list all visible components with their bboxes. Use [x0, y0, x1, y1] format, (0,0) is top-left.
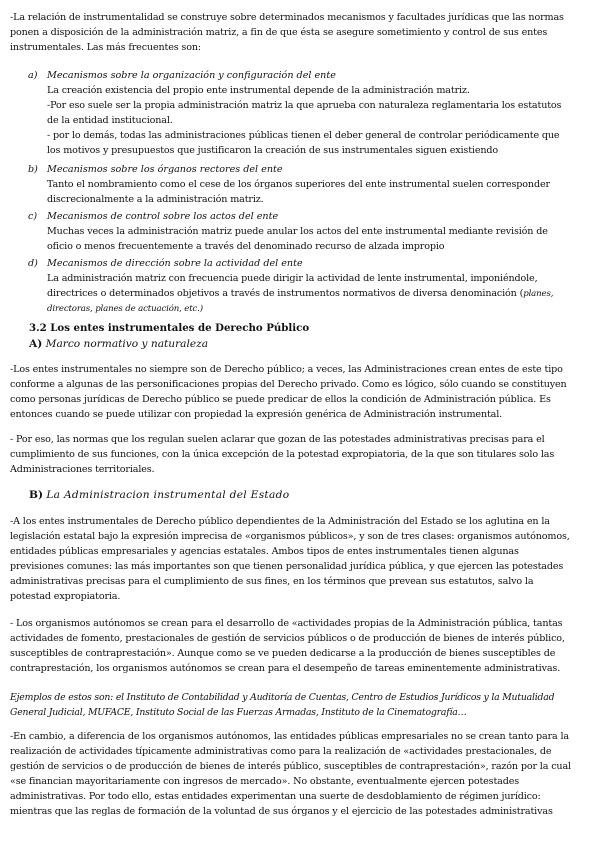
text-line: instrumentales. Las más frecuentes son: — [10, 42, 201, 53]
text-line: - por lo demás, todas las administraciones públicas tienen el deber general de controlar periódicamente que — [47, 130, 560, 141]
list-item-heading: Mecanismos sobre los órganos rectores del ente — [47, 164, 283, 175]
text-line: -Por eso suele ser la propia administración matriz la que aprueba con naturaleza reglamentaria los estatutos — [47, 100, 562, 111]
text-line: ponen a disposición de la administración matriz, a fin de que ésta se asegure sometimiento y control de sus entes — [10, 27, 548, 38]
text-line: -Los entes instrumentales no siempre son de Derecho público; a veces, las Administraciones crean entes de este tipo — [10, 364, 563, 375]
text-line: La administración matriz con frecuencia puede dirigir la actividad de lente instrumental, imponiéndole, — [47, 273, 538, 284]
text-segment: directrices o determinados objetivos a través de instrumentos normativos de diversa denominación ( — [47, 288, 524, 299]
list-item-d — [28, 256, 588, 318]
list-item-body — [47, 224, 588, 254]
text-line: administrativas precisas para el cumplimiento de sus fines, en los términos que prevean sus estatutos, salvo la — [10, 576, 534, 587]
subsection-title: Marco normativo y naturaleza — [45, 338, 209, 350]
intro-paragraph — [10, 10, 590, 55]
paragraph-b1 — [10, 514, 590, 604]
text-line: los motivos y presupuestos que justificaron la creación de sus instrumentales siguen existiendo — [47, 145, 499, 156]
section-heading-3-2: 3.2 Los entes instrumentales de Derecho Público — [29, 322, 310, 334]
text-line: contraprestación, los organismos autónomos se crean para el desempeño de tareas eminentemente administrativas. — [10, 663, 561, 674]
list-item-body — [47, 177, 588, 207]
subsection-letter: A) — [29, 338, 43, 350]
text-line: oficio o menos frecuentemente a través del denominado recurso de alzada impropio — [47, 241, 445, 252]
italic-line: directoras, planes de actuación, etc.) — [47, 304, 203, 314]
list-item-body — [47, 271, 588, 317]
paragraph-a2 — [10, 432, 590, 477]
text-line: previsiones comunes: las más importantes son que tienen personalidad jurídica pública, y que ejercen las potestades — [10, 561, 564, 572]
italic-segment: planes, — [523, 289, 554, 299]
subsection-heading-b — [29, 488, 289, 503]
text-line: -En cambio, a diferencia de los organismos autónomos, las entidades públicas empresariales no se crean tanto para la — [10, 731, 569, 742]
text-line: «se financian mayoritariamente con ingresos de mercado». No obstante, eventualmente ejercen potestades — [10, 776, 520, 787]
list-marker: d) — [28, 258, 38, 269]
text-line: - Los organismos autónomos se crean para el desarrollo de «actividades propias de la Administración pública, tantas — [10, 618, 563, 629]
text-line: -A los entes instrumentales de Derecho público dependientes de la Administración del Estado se los aglutina en la — [10, 516, 550, 527]
paragraph-a1 — [10, 362, 590, 422]
subsection-heading-a — [29, 337, 208, 352]
text-line: conforme a algunas de las personificaciones propias del Derecho privado. Como es lógico, sólo cuando se constituyen — [10, 379, 567, 390]
text-line: La creación existencia del propio ente instrumental depende de la administración matriz. — [47, 85, 470, 96]
text-line: Tanto el nombramiento como el cese de los órganos superiores del ente instrumental suelen corresponder — [47, 179, 550, 190]
text-line: entonces cuando se puede utilizar con propiedad la expresión genérica de Administración instrumental. — [10, 409, 503, 420]
text-line: legislación estatal bajo la expresión imprecisa de «organismos públicos», y son de tres clases: organismos autónomos, — [10, 531, 570, 542]
list-item-heading: Mecanismos de control sobre los actos del ente — [47, 211, 279, 222]
examples-paragraph — [10, 690, 590, 720]
text-line: actividades de fomento, prestacionales de gestión de servicios públicos o de producción de bienes de interés público, — [10, 633, 565, 644]
text-line: de la entidad institucional. — [47, 115, 173, 126]
text-line: entidades públicas empresariales y agencias estatales. Ambos tipos de entes instrumentales tienen algunas — [10, 546, 519, 557]
subsection-letter: B) — [29, 489, 43, 501]
subsection-title: La Administracion instrumental del Estado — [46, 489, 290, 501]
text-line: Ejemplos de estos son: el Instituto de Contabilidad y Auditoría de Cuentas, Centro de Estudios Jurídicos y la Mutualidad — [10, 692, 555, 703]
list-item-heading: Mecanismos de dirección sobre la actividad del ente — [47, 258, 303, 269]
text-line: Muchas veces la administración matriz puede anular los actos del ente instrumental mediante revisión de — [47, 226, 548, 237]
list-item-heading: Mecanismos sobre la organización y configuración del ente — [47, 70, 336, 81]
text-line: mientras que las reglas de formación de la voluntad de sus órganos y el ejercicio de las potestades administrativas — [10, 806, 553, 817]
paragraph-b3 — [10, 729, 590, 819]
text-line: discrecionalmente a la administración matriz. — [47, 194, 264, 205]
text-line: susceptibles de contraprestación». Aunque como se ve pueden dedicarse a la producción de bienes susceptibles de — [10, 648, 556, 659]
list-item-b — [28, 162, 588, 207]
list-item-a — [28, 68, 588, 158]
text-line: - Por eso, las normas que los regulan suelen aclarar que gozan de las potestades administrativas precisas para el — [10, 434, 545, 445]
text-line — [47, 286, 588, 302]
text-line: Administraciones territoriales. — [10, 464, 155, 475]
text-line: cumplimiento de sus funciones, con la única excepción de la potestad expropiatoria, de la que son titulares solo las — [10, 449, 555, 460]
text-line: potestad expropiatoria. — [10, 591, 121, 602]
list-marker: c) — [28, 211, 38, 222]
text-line: realización de actividades típicamente administrativas como para la realización de «actividades prestacionales, de — [10, 746, 552, 757]
text-line: General Judicial, MUFACE, Instituto Social de las Fuerzas Armadas, Instituto de la Cinematografía… — [10, 707, 467, 718]
text-line: gestión de servicios o de producción de bienes de interés público, susceptibles de contraprestación», razón por la cual — [10, 761, 571, 772]
text-line: como personas jurídicas de Derecho público se puede predicar de ellos la condición de Administración pública. Es — [10, 394, 551, 405]
list-item-c — [28, 209, 588, 254]
list-item-body — [47, 83, 588, 158]
list-marker: a) — [28, 70, 38, 81]
list-marker: b) — [28, 164, 38, 175]
text-line: administrativas. Por todo ello, estas entidades experimentan una suerte de desdoblamiento de régimen jurídico: — [10, 791, 541, 802]
paragraph-b2 — [10, 616, 590, 676]
text-line: -La relación de instrumentalidad se construye sobre determinados mecanismos y facultades jurídicas que las normas — [10, 12, 564, 23]
